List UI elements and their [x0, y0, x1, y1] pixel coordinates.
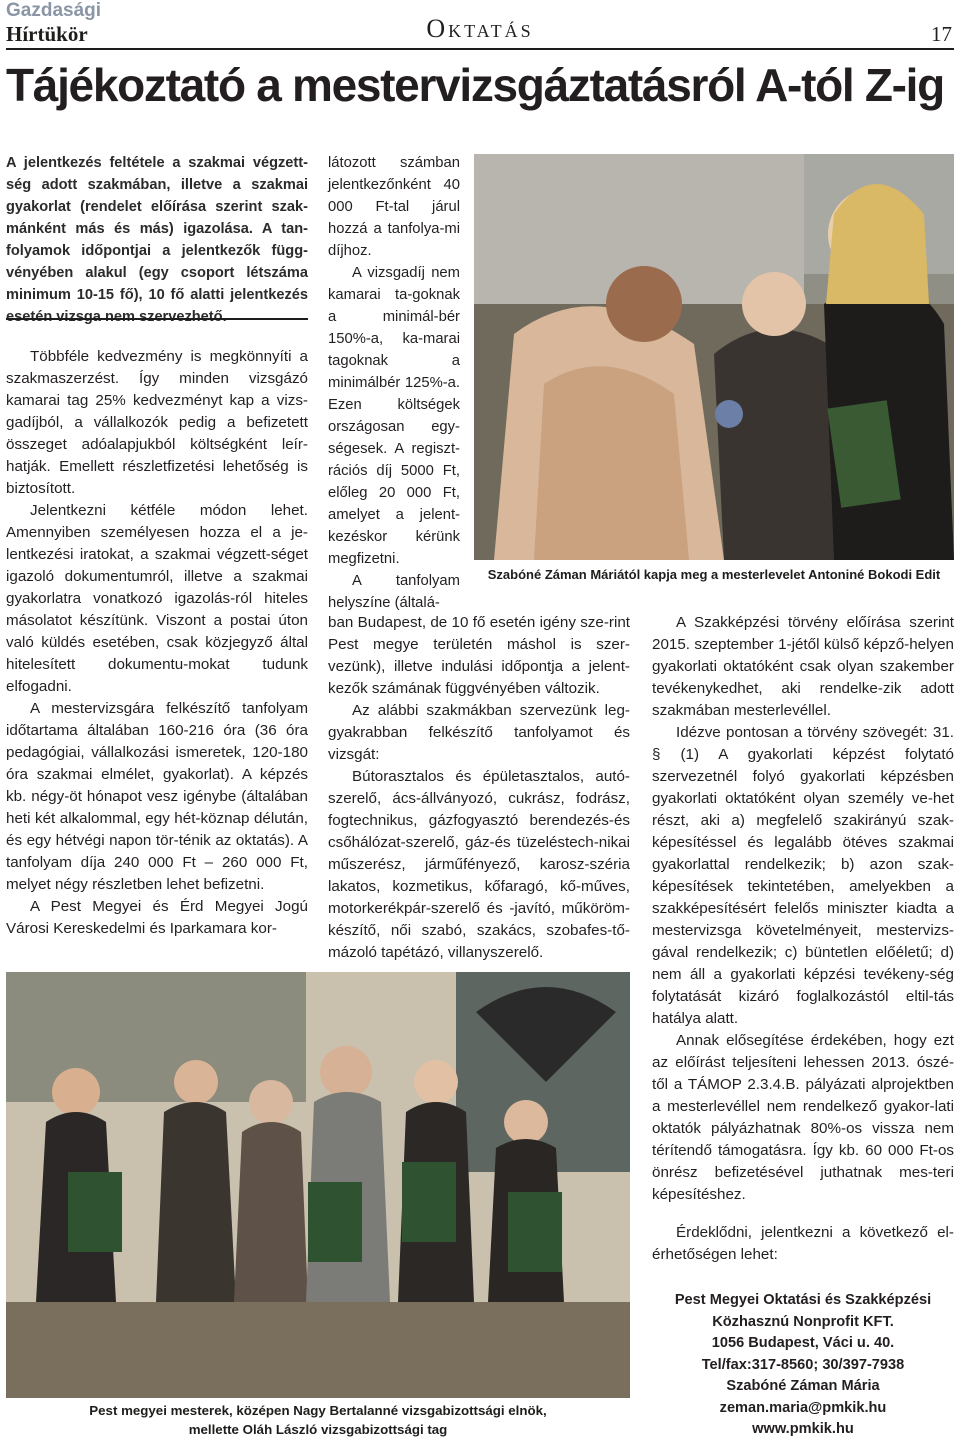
contact-block	[652, 1290, 954, 1441]
col3-paragraph-1: A Szakképzési törvény előírása szerint 2015. szeptember 1-jétől külső képző-helyen gyakorlati oktatóként csak olyan szakember tevékenykedhet, aki rendelke-zik adott szakmában mesterlevéllel.	[652, 614, 954, 719]
col1-paragraph-3: A mestervizsgára felkészítő tanfolyam időtartama általában 160-216 óra (36 óra pedagógiai, vállalkozási ismeretek, 120-180 óra szakmai elmélet, gyakorlat). A képzés kb. négy-öt hónapot vesz igénybe (általában heti két alkalommal, egy hét-köznap délután, és egy hétvégi napon tör-ténik az oktatás). A tanfolyam díja 240 000 Ft – 260 000 Ft, melyet négy részletben lehet befizetni.	[6, 700, 308, 893]
page-number: 17	[931, 22, 952, 46]
lead-paragraph: A jelentkezés feltétele a szakmai végzett-ség adott szakmában, illetve a szakmai gyakorlat (rendelet előírása szerint szak-mánként más és más) igazolása. A tan-folyamok időpontjai a jelentkezők függ-vényében alakul (egy csoport létszáma minimum 10-15 fő), 10 fő alatti jelentkezés esetén vizsga nem szervezhető.	[6, 155, 308, 325]
contact-company: Közhasznú Nonprofit KFT.	[712, 1313, 894, 1330]
bottom-photo	[6, 972, 630, 1398]
col3-paragraph-3: Annak elősegítése érdekében, hogy ezt az előírást teljesíteni lehessen 2013. ószé-től a TÁMOP 2.3.4.B. pályázati alprojektben a mesterlevéllel nem rendelkező gyakor-lati oktatók pályázhatnak 80%-os vissza nem térítendő támogatásra. Így kb. 60 000 Ft-os önrész befizetésével juthatnak mes-teri képesítéshez.	[652, 1032, 954, 1203]
headline: Tájékoztató a mestervizsgáztatásról A-tól Z-ig	[6, 59, 944, 111]
brand-top: Gazdasági	[6, 0, 102, 21]
contact-phone: Tel/fax:317-8560; 30/397-7938	[701, 1356, 905, 1373]
section-title: Oktatás	[426, 14, 534, 43]
column-3-bottom	[652, 1222, 954, 1266]
col3-paragraph-4: Érdeklődni, jelentkezni a következő el-érhetőségen lehet:	[652, 1224, 954, 1263]
brand-bottom: Hírtükör	[6, 22, 88, 46]
bottom-photo-illustration	[6, 972, 630, 1398]
contact-organization: Pest Megyei Oktatási és Szakképzési	[674, 1292, 932, 1308]
col2-paragraph-3b: ban Budapest, de 10 fő esetén igény sze-rint Pest megye területén máshol is szer-vezünk), illetve indulási időpontja a jelent-kezők számának függvényében változik.	[328, 614, 630, 697]
top-photo-illustration	[474, 154, 954, 560]
contact-person: Szabóné Záman Mária	[726, 1378, 880, 1394]
col2-paragraph-2: A vizsgadíj nem kamarai ta-goknak a minimál-bér 150%-a, ka-marai tagoknak a minimálbér 125%-a. Ezen költségek országosan egy-ségesek. A regiszt-rációs díj 5000 Ft, előleg 20 000 Ft, amelyet a jelent-kezéskor kérünk megfizetni.	[328, 265, 460, 567]
column-1	[6, 346, 308, 940]
column-2-narrow	[328, 152, 460, 614]
top-photo	[474, 154, 954, 560]
contact-email[interactable]: zeman.maria@pmkik.hu	[719, 1399, 887, 1416]
bottom-photo-caption-line-2: mellette Oláh László vizsgabizottsági tag	[188, 1422, 448, 1437]
col2-paragraph-1: látozott számban jelentkezőnként 40 000 Ft-tal járul hozzá a tanfolya-mi díjhoz.	[328, 155, 460, 259]
top-photo-caption: Szabóné Záman Máriától kapja meg a mesterlevelet Antoniné Bokodi Edit	[487, 567, 941, 582]
col3-paragraph-2: Idézve pontosan a törvény szövegét: 31. § (1) A gyakorlati képzést folytató szervezetnél folyó gyakorlati képzésben gyakorlati oktatóként olyan személy ve-het részt, aki a) megfelelő szakirányú szak-képesítéssel és legalább ötéves szakmai gyakorlattal rendelkezik; b) azon szak-képesítések tekintetében, amelyekben a szakképesítésért felelős miniszter kiadta a mestervizsga követelményeit, mestervizs-gával rendelkezik; c) büntetlen előéletű; d) nem áll a gyakorlati képzési tevékeny-ség folytatását kizáró foglalkozástól eltil-tás hatálya alatt.	[652, 724, 954, 1027]
column-3	[652, 612, 954, 1206]
col2-paragraph-4: Az alábbi szakmákban szervezünk leg-gyakrabban felkészítő tanfolyamot és vizsgát:	[328, 702, 630, 763]
col1-paragraph-2: Jelentkezni kétféle módon lehet. Amennyiben személyesen hozza el a je-lentkezési iratokat, a szakmai végzett-séget igazoló dokumentumról, illetve a szakmai gyakorlatra vonatkozó igazolás-ról hiteles másolatot készítünk. Viszont a postai úton való küldés esetében, csak közjegyző által hitelesített dokumentu-mokat tudunk elfogadni.	[6, 502, 308, 695]
lead-rule	[6, 318, 308, 320]
contact-address: 1056 Budapest, Váci u. 40.	[711, 1335, 895, 1351]
column-2	[328, 612, 630, 964]
col2-paragraph-5: Bútorasztalos és épületasztalos, autó-szerelő, ács-állványozó, cukrász, fodrász, fogtechnikus, gázfogyasztó berendezés-és csőhálózat-szerelő, gáz-és tüzeléstech-nikai műszerész, járműfényező, karosz-széria lakatos, kozmetikus, kőfaragó, kő-műves, motorkerékpár-szerelő és -javító, műköröm-készítő, női szabó, szakács, szobafes-tő-mázoló tapétázó, villanyszerelő.	[328, 768, 630, 961]
col1-paragraph-1: Többféle kedvezmény is megkönnyíti a szakmaszerzést. Így minden vizsgázó kamarai tag 25% kedvezményt kap a vizs-gadíjból, a vállalkozók pedig a befizetett összeget adóalapjukból költségként leír-hatják. Emellett részletfizetési lehetőség is biztosított.	[6, 348, 308, 497]
col1-paragraph-4: A Pest Megyei és Érd Megyei Jogú Városi Kereskedelmi és Iparkamara kor-	[6, 898, 308, 937]
header-rule	[6, 48, 954, 50]
bottom-photo-caption	[6, 1401, 630, 1439]
bottom-photo-caption-line-1: Pest megyei mesterek, középen Nagy Bertalanné vizsgabizottsági elnök,	[89, 1403, 547, 1418]
contact-website[interactable]: www.pmkik.hu	[752, 1421, 854, 1437]
col2-paragraph-3a: A tanfolyam helyszíne (általá-	[328, 573, 460, 611]
